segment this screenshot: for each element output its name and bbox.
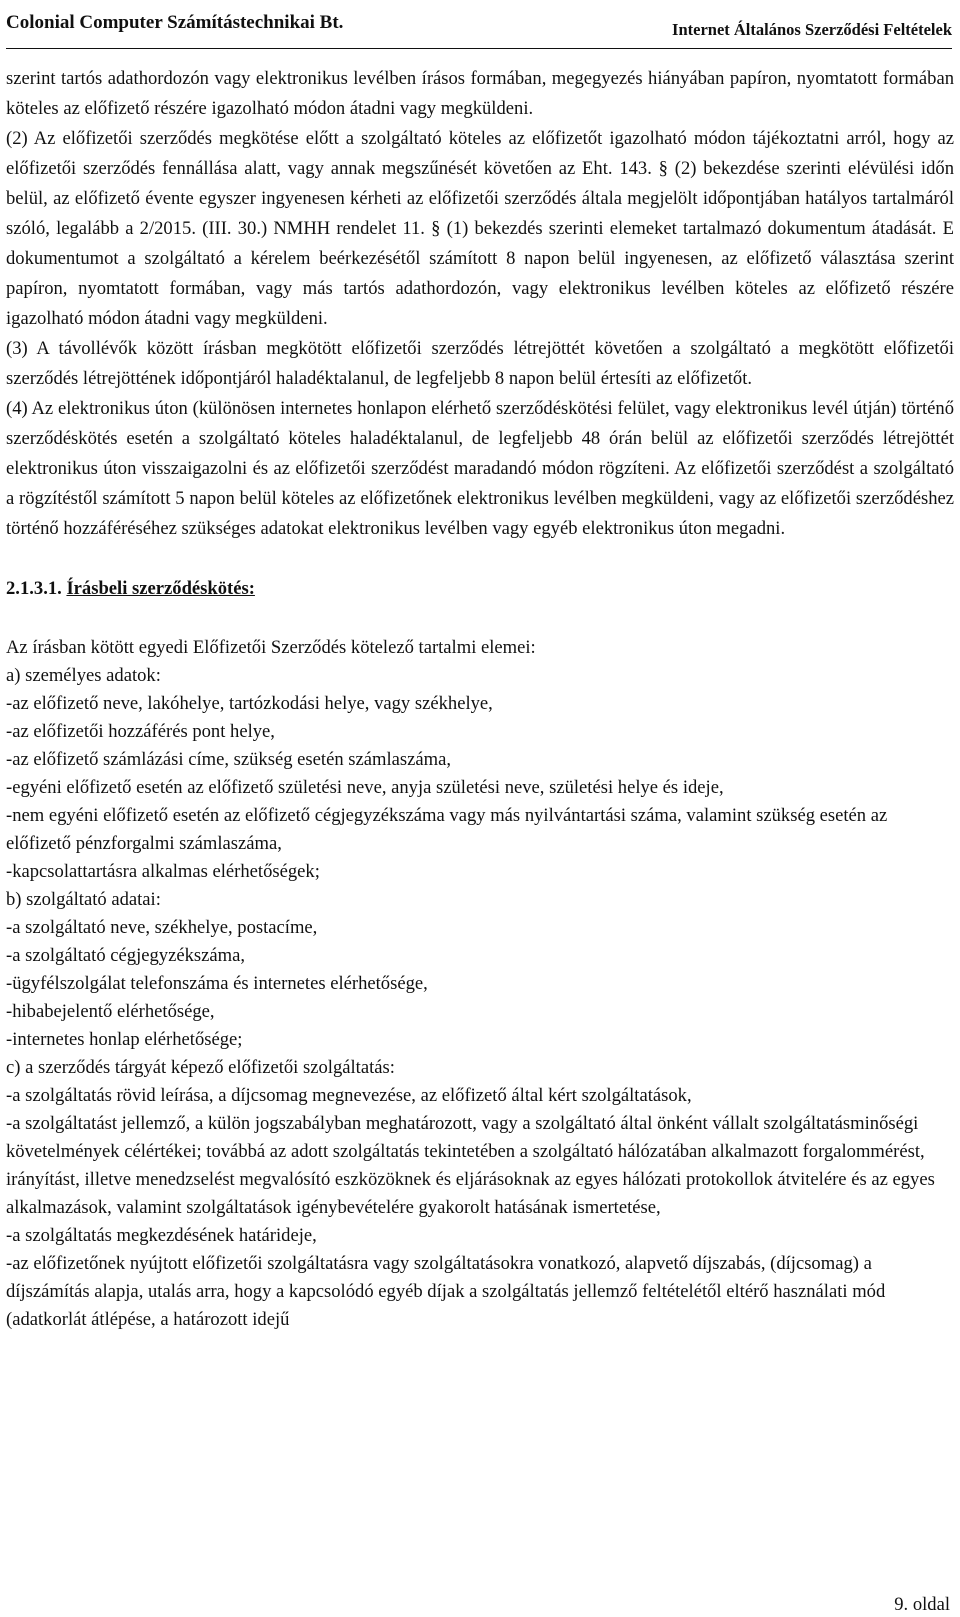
list-intro: Az írásban kötött egyedi Előfizetői Szerződés kötelező tartalmi elemei:: [6, 637, 536, 658]
list-item: b) szolgáltató adatai:: [6, 889, 161, 910]
list-item: c) a szerződés tárgyát képező előfizetői szolgáltatás:: [6, 1057, 395, 1078]
paragraph-2: (2) Az előfizetői szerződés megkötése előtt a szolgáltató köteles az előfizetőt igazolható módon tájékoztatni arról, hogy az előfizetői szerződés fennállása alatt, vagy annak megszűnését követően az Eht. 143. § (2) bekezdése szerinti elévülési időn belül, az előfizető évente egyszer ingyenesen kérheti az előfizetői szerződés általa megjelölt időpontjában hatályos tartalmáról szóló, legalább a 2/2015. (III. 30.) NMHH rendelet 11. § (1) bekezdés szerinti elemeket tartalmazó dokumentum átadását. E dokumentumot a szolgáltató a kérelem beérkezésétől számított 8 napon belül ingyenesen, az előfizető választása szerint papíron, nyomtatott formában, vagy más tartós adathordozón, vagy elektronikus levélben köteles az előfizető részére igazolható módon átadni vagy megküldeni.: [6, 128, 954, 329]
list-item: -az előfizető neve, lakóhelye, tartózkodási helye, vagy székhelye,: [6, 693, 493, 714]
list-item: -a szolgáltató neve, székhelye, postacíme,: [6, 917, 318, 938]
paragraph-3: (3) A távollévők között írásban megkötött előfizetői szerződés létrejöttét követően a szolgáltató a megkötött előfizetői szerződés létrejöttének időpontjáról haladéktalanul, de legfeljebb 8 napon belül értesíti az előfizetőt.: [6, 338, 954, 389]
list-item: -a szolgáltatás megkezdésének határideje,: [6, 1225, 317, 1246]
list-item: -az előfizető számlázási címe, szükség esetén számlaszáma,: [6, 749, 451, 770]
list-item: -internetes honlap elérhetősége;: [6, 1029, 243, 1050]
list-item: -hibabejelentő elérhetősége,: [6, 1001, 215, 1022]
page-number: 9. oldal: [894, 1594, 950, 1615]
requirements-list: [6, 662, 954, 1334]
header-divider: [6, 48, 952, 49]
section-title: Írásbeli szerződéskötés:: [66, 578, 255, 599]
paragraph-continuation: szerint tartós adathordozón vagy elektronikus levélben írásos formában, megegyezés hiányában papíron, nyomtatott formában köteles az előfizető részére igazolható módon átadni vagy megküldeni.: [6, 68, 954, 119]
paragraph-4: (4) Az elektronikus úton (különösen internetes honlapon elérhető szerződéskötési felület, vagy elektronikus levél útján) történő szerződéskötés esetén a szolgáltató köteles haladéktalanul, de legfeljebb 48 órán belül az előfizetői szerződés létrejöttét elektronikus úton visszaigazolni és az előfizetői szerződést maradandó módon rögzíteni. Az előfizetői szerződést a szolgáltató a rögzítéstől számított 5 napon belül köteles az előfizetőnek elektronikus levélben megküldeni, vagy az előfizetői szerződéshez történő hozzáféréséhez szükséges adatokat elektronikus levélben vagy egyéb elektronikus úton megadni.: [6, 398, 954, 539]
section-number: 2.1.3.1.: [6, 578, 62, 599]
list-item: a) személyes adatok:: [6, 665, 161, 686]
list-item: -az előfizetőnek nyújtott előfizetői szolgáltatásra vagy szolgáltatásokra vonatkozó, alapvető díjszabás, (díjcsomag) a díjszámítás alapja, utalás arra, hogy a kapcsolódó egyéb díjak a szolgáltatás jellemző feltételétől eltérő használati mód (adatkorlát átlépése, a határozott idejű: [6, 1253, 886, 1330]
spacer: [6, 544, 954, 574]
list-item: -az előfizetői hozzáférés pont helye,: [6, 721, 275, 742]
list-item: -a szolgáltató cégjegyzékszáma,: [6, 945, 246, 966]
page-header: [6, 12, 952, 40]
company-name: Colonial Computer Számítástechnikai Bt.: [6, 12, 344, 33]
list-item: -a szolgáltatás rövid leírása, a díjcsomag megnevezése, az előfizető által kért szolgáltatások,: [6, 1085, 692, 1106]
document-body: [6, 64, 954, 1334]
list-item: -ügyfélszolgálat telefonszáma és internetes elérhetősége,: [6, 973, 428, 994]
list-item: -egyéni előfizető esetén az előfizető születési neve, anyja születési neve, születési helye és ideje,: [6, 777, 724, 798]
section-heading: [6, 574, 954, 604]
list-item: -nem egyéni előfizető esetén az előfizető cégjegyzékszáma vagy más nyilvántartási száma, valamint szükség esetén az előfizető pénzforgalmi számlaszáma,: [6, 805, 888, 854]
list-item: -kapcsolattartásra alkalmas elérhetőségek;: [6, 861, 320, 882]
list-item: -a szolgáltatást jellemző, a külön jogszabályban meghatározott, vagy a szolgáltató által önként vállalt szolgáltatásminőségi követelmények célértékei; továbbá az adott szolgáltatás tekintetében a szolgáltató hálózatában alkalmazott forgalommérést, irányítást, illetve menedzselést megvalósító eszközöknek és eljárásoknak az egyes hálózati protokollok átvitelére és az egyes alkalmazások, valamint szolgáltatások igénybevételére gyakorolt hatásának ismertetése,: [6, 1113, 935, 1218]
document-title: Internet Általános Szerződési Feltételek: [672, 20, 952, 39]
